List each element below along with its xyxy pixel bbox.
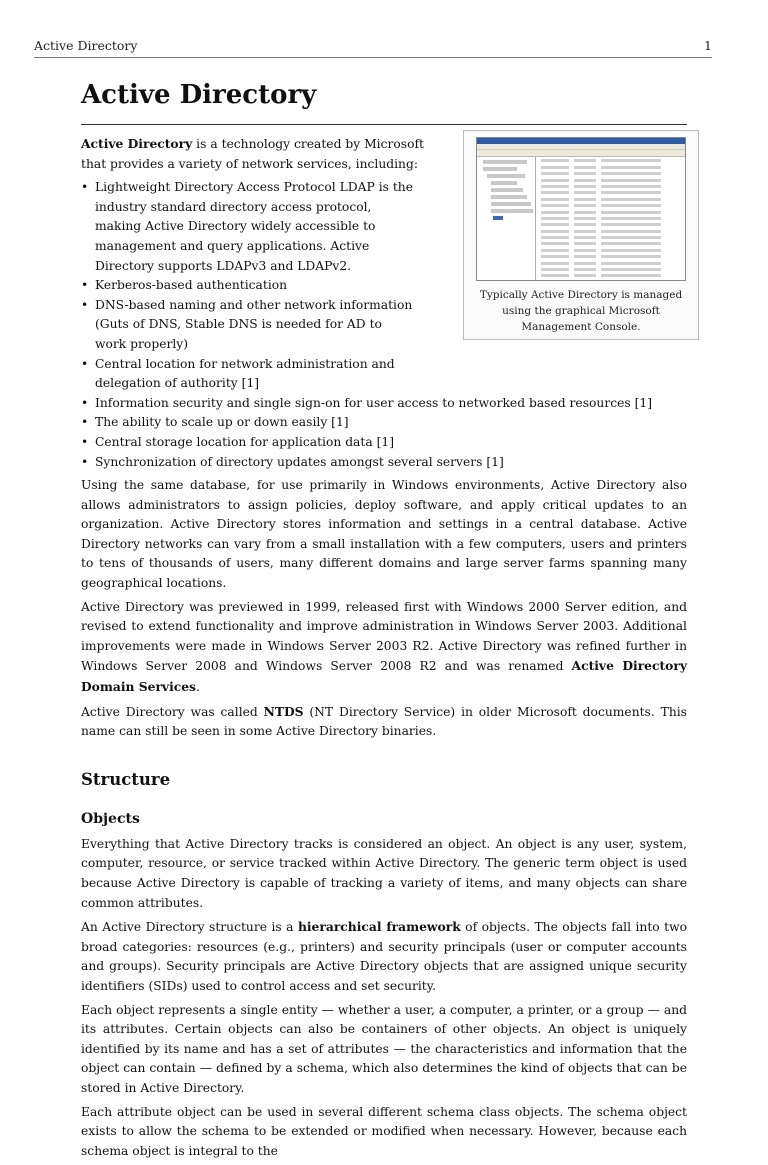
- feature-item: • DNS-based naming and other network information (Guts of DNS, Stable DNS is needed for AD to work properly): [95, 296, 415, 355]
- running-header: [34, 38, 712, 58]
- ntds-text: Active Directory was called: [81, 704, 264, 719]
- history-bold: Active Directory Domain Services: [81, 658, 687, 695]
- history-end: .: [195, 680, 200, 695]
- paragraph-history: [81, 598, 687, 698]
- mmc-toolbar: [477, 150, 685, 157]
- feature-item: • Synchronization of directory updates amongst several servers [1]: [95, 453, 687, 473]
- article-title: Active Directory: [81, 74, 687, 125]
- article-body: [81, 74, 687, 1165]
- paragraph-objects-1: Everything that Active Directory tracks is considered an object. An object is any user, system, computer, resource, or service tracked within Active Directory. The generic term object is used because Active Directory is capable of tracking a variety of items, and many objects can share common attributes.: [81, 836, 687, 910]
- mmc-tree-pane: [477, 157, 536, 280]
- intro-term: Active Directory: [81, 136, 193, 151]
- feature-item: • Lightweight Directory Access Protocol LDAP is the industry standard directory access protocol, making Active Directory widely accessible to management and query applications. Active Directory supports LDAPv3 and LDAPv2.: [95, 178, 415, 276]
- history-text: Active Directory was previewed in 1999, released first with Windows 2000 Server edition, and revised to extend functionality and improve administration in Windows Server 2003. Additional improvements were made in Windows Server 2003 R2. Active Directory was refined further in Windows Server 2008 and Windows Server 2008 R2 and was renamed: [81, 599, 687, 674]
- subsection-heading-objects: Objects: [81, 810, 140, 827]
- mmc-screenshot-image: [476, 137, 686, 281]
- running-header-title: Active Directory: [34, 38, 138, 53]
- paragraph-objects-3: Each object represents a single entity — whether a user, a computer, a printer, or a group — and its attributes. Certain objects can also be containers of other objects. An object is uniquely identified by its name and has a set of attributes — the characteristics and information that the object can contain — defined by a schema, which also determines the kind of objects that can be stored in Active Directory.: [81, 1002, 687, 1095]
- feature-item: • The ability to scale up or down easily [1]: [95, 413, 687, 433]
- ntds-bold: NTDS: [263, 703, 304, 719]
- intro-paragraph: [81, 134, 453, 174]
- feature-item: • Central location for network administration and delegation of authority [1]: [95, 355, 415, 394]
- paragraph-ntds: [81, 702, 687, 742]
- intro-text: is a technology created by Microsoft that provides a variety of network services, including:: [81, 137, 424, 171]
- objects-2-bold: hierarchical framework: [297, 919, 461, 935]
- paragraph-objects-4: Each attribute object can be used in several different schema class objects. The schema object exists to allow the schema to be extended or modified when necessary. However, because each schema object is integral to the: [81, 1104, 687, 1158]
- objects-2-text: An Active Directory structure is a: [81, 920, 298, 935]
- page-number: 1: [704, 38, 712, 53]
- feature-item: • Information security and single sign-on for user access to networked based resources [1]: [95, 394, 687, 414]
- feature-item: • Kerberos-based authentication: [95, 276, 415, 296]
- section-heading-structure: Structure: [81, 769, 171, 789]
- figure-caption: Typically Active Directory is managed using the graphical Microsoft Management Console.: [479, 289, 683, 333]
- ntds-end: (NT Directory Service) in older Microsoft documents. This name can still be seen in some Active Directory binaries.: [81, 704, 687, 739]
- paragraph-objects-2: [81, 917, 687, 996]
- figure-mmc-screenshot: [463, 130, 699, 340]
- objects-2-end: of objects. The objects fall into two broad categories: resources (e.g., printers) and security principals (user or computer accounts and groups). Security principals are Active Directory objects that are assigned unique security identifiers (SIDs) used to control access and set security.: [81, 920, 687, 993]
- paragraph-database: Using the same database, for use primarily in Windows environments, Active Directory also allows administrators to assign policies, deploy software, and apply critical updates to an organization. Active Directory stores information and settings in a central database. Active Directory networks can vary from a small installation with a few computers, users and printers to tens of thousands of users, many different domains and large server farms spanning many geographical locations.: [81, 478, 687, 591]
- mmc-list-pane: [537, 157, 685, 280]
- feature-item: • Central storage location for application data [1]: [95, 433, 687, 453]
